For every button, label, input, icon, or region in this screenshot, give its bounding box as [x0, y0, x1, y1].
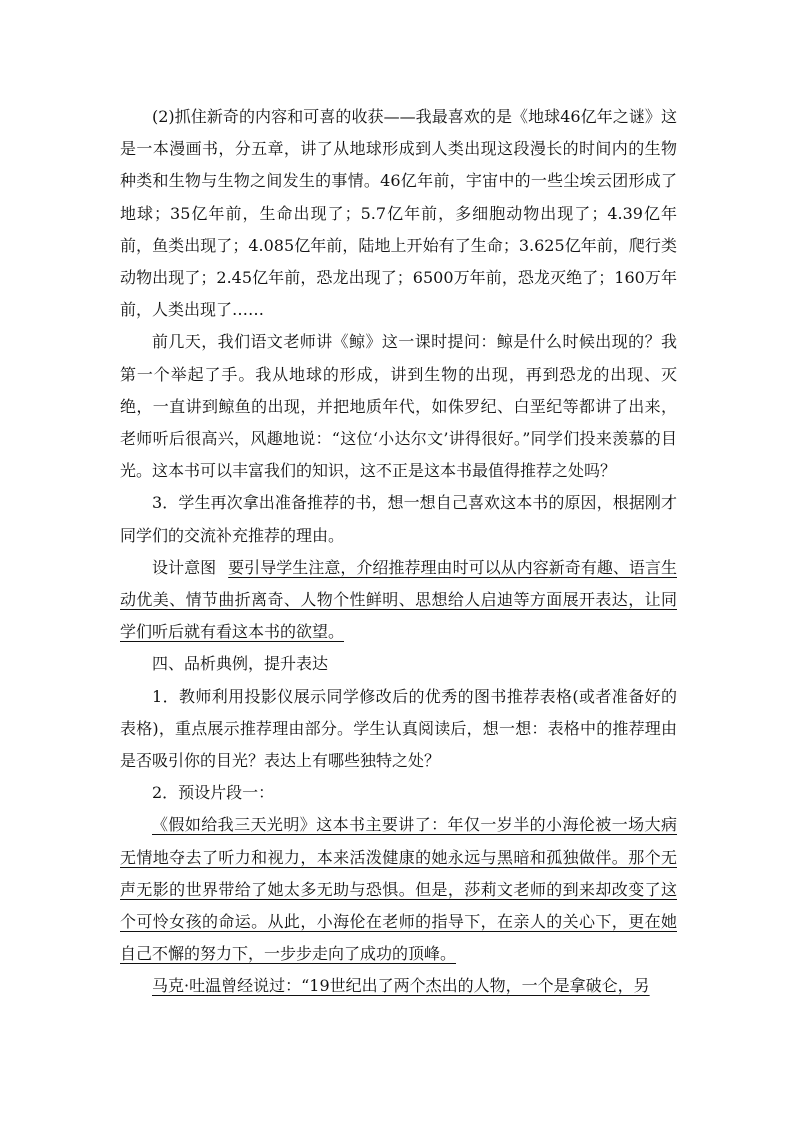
design-intent-label: 设计意图	[152, 557, 217, 577]
document-page	[120, 101, 677, 1003]
section-heading-4: 四、品析典例，提升表达	[152, 654, 329, 674]
paragraph-reading-harvest: (2)抓住新奇的内容和可喜的收获——我最喜欢的是《地球46亿年之谜》这是一本漫画书，分五章，讲了从地球形成到人类出现这段漫长的时间内的生物种类和生物与生物之间发生的事情。46亿年前，宇宙中的一些尘埃云团形成了地球；35亿年前，生命出现了；5.7亿年前，多细胞动物出现了；4.39亿年前，鱼类出现了；4.085亿年前，陆地上开始有了生命；3.625亿年前，爬行类动物出现了；2.45亿年前，恐龙出现了；6500万年前，恐龙灭绝了；160万年前，人类出现了……	[120, 107, 677, 320]
paragraph-design-intent	[120, 552, 677, 649]
paragraph-step-3: 3．学生再次拿出准备推荐的书，想一想自己喜欢这本书的原因，根据刚才同学们的交流补充推荐的理由。	[120, 493, 677, 545]
paragraph-sample-excerpt: 《假如给我三天光明》这本书主要讲了：年仅一岁半的小海伦被一场大病无情地夺去了听力和视力，本来活泼健康的她永远与黑暗和孤独做伴。那个无声无影的世界带给了她太多无助与恐惧。但是，莎莉文老师的到来却改变了这个可怜女孩的命运。从此，小海伦在老师的指导下，在亲人的关心下，更在她自己不懈的努力下，一步步走向了成功的顶峰。	[120, 815, 677, 964]
paragraph-whale-lesson: 前几天，我们语文老师讲《鲸》这一课时提问：鲸是什么时候出现的？我第一个举起了手。我从地球的形成，讲到生物的出现，再到恐龙的出现、灭绝，一直讲到鲸鱼的出现，并把地质年代，如侏罗纪、白垩纪等都讲了出来，老师听后很高兴，风趣地说：“这位‘小达尔文’讲得很好。”同学们投来羡慕的目光。这本书可以丰富我们的知识，这不正是这本书最值得推荐之处吗？	[120, 332, 677, 481]
paragraph-mark-twain-quote: 马克·吐温曾经说过：“19世纪出了两个杰出的人物，一个是拿破仑，另	[152, 976, 650, 996]
paragraph-step-2: 2．预设片段一：	[152, 783, 275, 803]
paragraph-step-1: 1．教师利用投影仪展示同学修改后的优秀的图书推荐表格(或者准备好的表格)，重点展示推荐理由部分。学生认真阅读后，想一想：表格中的推荐理由是否吸引你的目光？表达上有哪些独特之处？	[120, 686, 677, 771]
design-intent-text: 要引导学生注意，介绍推荐理由时可以从内容新奇有趣、语言生动优美、情节曲折离奇、人物个性鲜明、思想给人启迪等方面展开表达，让同学们听后就有看这本书的欲望。	[120, 557, 677, 642]
